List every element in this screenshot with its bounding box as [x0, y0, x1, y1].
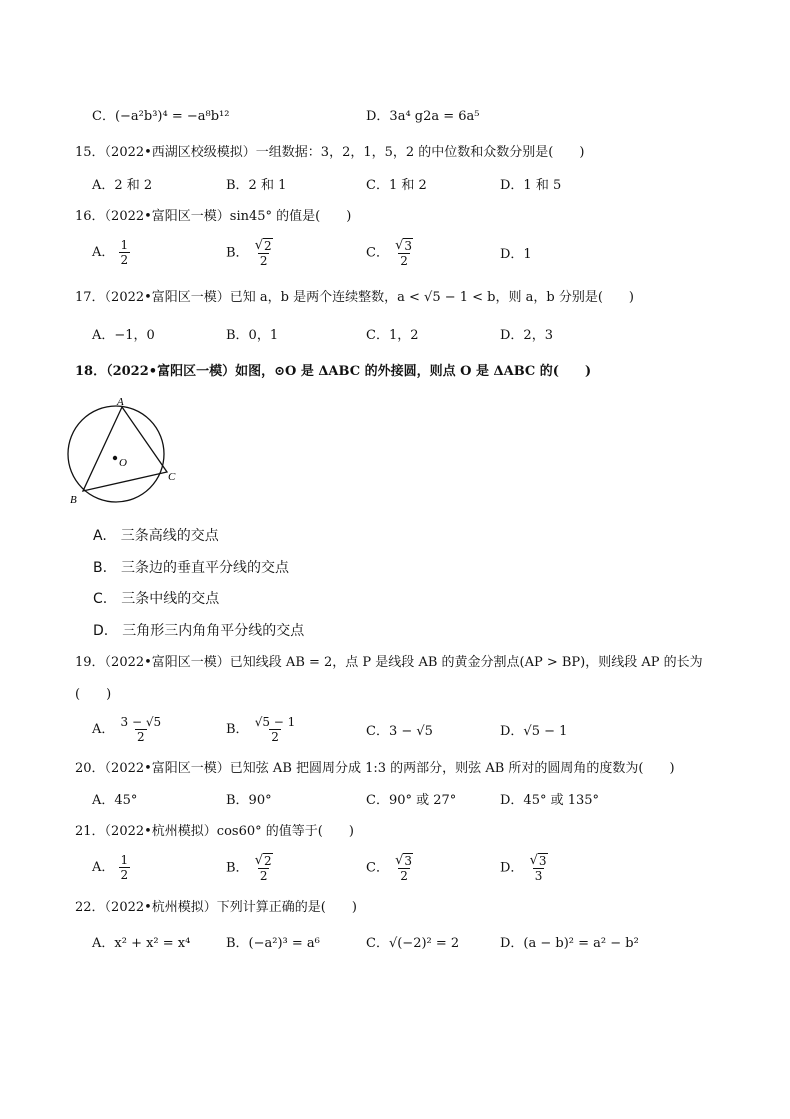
sqrt-sign: √ 3 — [529, 853, 547, 868]
fraction — [119, 853, 131, 882]
q15-option-d: D．1 和 5 — [500, 178, 562, 193]
sqrt-sign: √ 3 — [395, 238, 413, 253]
denominator: 2 — [259, 869, 268, 883]
option-label: C． — [366, 245, 389, 261]
sqrt-sign: √ 2 — [254, 238, 272, 253]
q21-option-d — [500, 853, 550, 883]
q21-option-b — [226, 853, 275, 883]
radicand: 3 — [404, 239, 413, 253]
q20-option-b: B．90° — [226, 793, 272, 808]
q19-option-c: C．3 − √5 — [366, 724, 433, 739]
center-point-o — [113, 456, 117, 460]
q14-option-d: D．3a⁴ g2a = 6a⁵ — [366, 109, 480, 124]
radicand: 3 — [404, 854, 413, 868]
sqrt-sign: √ 2 — [254, 853, 272, 868]
fraction — [528, 853, 550, 883]
numerator: √5 − 1 — [254, 715, 296, 729]
q20-stem: 20．（2022•富阳区一模）已知弦 AB 把圆周分成 1:3 的两部分，则弦 AB 所对的圆周角的度数为( ) — [75, 761, 675, 776]
q21-option-c — [366, 853, 415, 883]
q22-option-c: C．√(−2)² = 2 — [366, 936, 460, 951]
radicand: 2 — [264, 239, 272, 253]
q19-option-a — [92, 715, 163, 744]
q18-option-c: C. 三条中线的交点 — [93, 591, 220, 607]
q15-option-b: B．2 和 1 — [226, 178, 287, 193]
q17-stem: 17．（2022•富阳区一模）已知 a，b 是两个连续整数，a < √5 − 1 < b，则 a，b 分别是( ) — [75, 290, 634, 305]
q17-option-b: B．0，1 — [226, 328, 279, 343]
fraction — [119, 238, 131, 267]
denominator: 2 — [137, 730, 145, 744]
q22-option-a: A．x² + x² = x⁴ — [92, 936, 191, 951]
q21-stem: 21．（2022•杭州模拟）cos60° 的值等于( ) — [75, 824, 354, 839]
option-label: A． — [92, 245, 115, 260]
q18-option-b: B. 三条边的垂直平分线的交点 — [93, 560, 290, 576]
label-c: C — [168, 471, 176, 483]
label-b: B — [70, 494, 77, 506]
numerator: 3 − √5 — [120, 715, 162, 729]
option-label: C． — [366, 860, 389, 876]
q22-option-d: D．(a − b)² = a² − b² — [500, 936, 639, 951]
q17-option-d: D．2，3 — [500, 328, 553, 343]
fraction — [119, 715, 164, 744]
label-a: A — [117, 396, 124, 408]
option-label: B． — [226, 860, 249, 876]
q16-option-b — [226, 238, 275, 268]
q16-option-a — [92, 238, 130, 267]
label-o: O — [119, 457, 127, 469]
fraction — [393, 238, 415, 268]
q19-option-d: D．√5 − 1 — [500, 724, 568, 739]
q21-option-a — [92, 853, 130, 882]
option-label: A． — [92, 860, 115, 875]
numerator: 1 — [120, 853, 129, 867]
fraction — [253, 715, 298, 744]
q22-stem: 22．（2022•杭州模拟）下列计算正确的是( ) — [75, 900, 357, 915]
denominator: 2 — [400, 869, 408, 883]
denominator: 2 — [271, 730, 279, 744]
q14-option-c: C．(−a²b³)⁴ = −a⁸b¹² — [92, 109, 230, 124]
radicand: 3 — [538, 854, 547, 868]
denominator: 3 — [534, 869, 543, 883]
triangle-abc — [83, 407, 167, 491]
sqrt-sign: √ 3 — [395, 853, 413, 868]
option-label: A． — [92, 722, 115, 737]
q16-option-d: D．1 — [500, 247, 532, 262]
q15-option-a: A．2 和 2 — [92, 178, 153, 193]
fraction — [253, 853, 275, 883]
q20-option-c: C．90° 或 27° — [366, 793, 457, 808]
q17-option-c: C．1，2 — [366, 328, 419, 343]
option-label: D． — [500, 860, 524, 876]
q19-option-b — [226, 715, 297, 744]
numerator: 1 — [120, 238, 129, 252]
q18-stem: 18．（2022•富阳区一模）如图，⊙O 是 ΔABC 的外接圆，则点 O 是 ΔABC 的( ) — [75, 364, 592, 379]
q16-option-c — [366, 238, 415, 268]
q18-option-d: D. 三角形三内角角平分线的交点 — [93, 623, 305, 639]
q19-stem-cont: ( ) — [75, 687, 112, 702]
q16-stem: 16．（2022•富阳区一模）sin45° 的值是( ) — [75, 209, 352, 224]
option-label: B． — [226, 722, 249, 737]
denominator: 2 — [120, 253, 129, 267]
denominator: 2 — [400, 254, 408, 268]
q15-stem: 15．（2022•西湖区校级模拟）一组数据：3，2，1，5，2 的中位数和众数分别是( ) — [75, 145, 585, 160]
denominator: 2 — [120, 868, 129, 882]
denominator: 2 — [259, 254, 268, 268]
q15-option-c: C．1 和 2 — [366, 178, 427, 193]
q18-option-a: A. 三条高线的交点 — [93, 528, 219, 544]
q19-stem: 19．（2022•富阳区一模）已知线段 AB = 2，点 P 是线段 AB 的黄金分割点(AP > BP)，则线段 AP 的长为 — [75, 655, 703, 670]
option-label: B． — [226, 245, 249, 261]
radicand: 2 — [264, 854, 272, 868]
circumcircle-figure — [60, 395, 190, 510]
fraction — [253, 238, 275, 268]
fraction — [393, 853, 415, 883]
q20-option-a: A．45° — [92, 793, 138, 808]
q22-option-b: B．(−a²)³ = a⁶ — [226, 936, 320, 951]
q20-option-d: D．45° 或 135° — [500, 793, 600, 808]
q17-option-a: A．−1，0 — [92, 328, 155, 343]
